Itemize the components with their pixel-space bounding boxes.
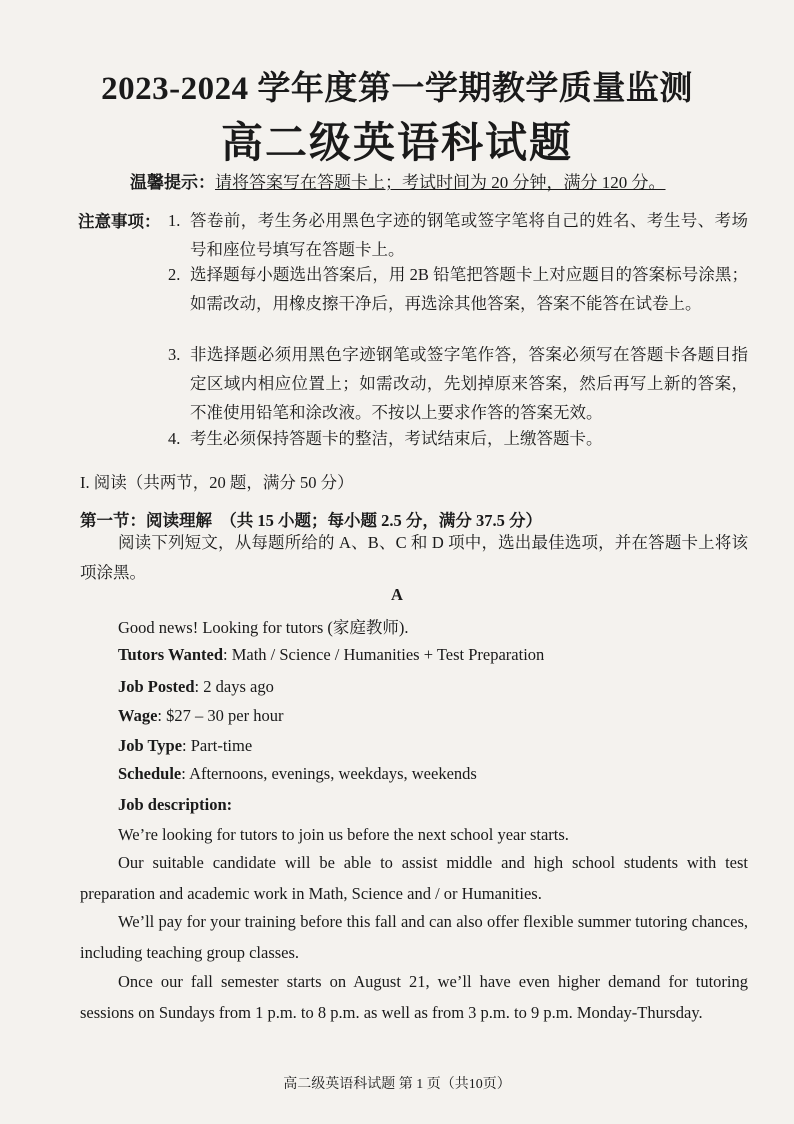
field-label: Job description <box>118 795 227 814</box>
note-number: 4. <box>168 429 181 448</box>
note-number: 3. <box>168 345 181 364</box>
job-paragraph-4: Once our fall semester starts on August 21, we’ll have even higher demand for tutoring sessions on Sundays from 1 p.m. to 8 p.m. as well as from 3 p.m. to 9 p.m. Monday-Thursday. <box>80 972 748 1022</box>
note-text: 答卷前，考生务必用黑色字迹的钢笔或签字笔将自己的姓名、考生号、考场号和座位号填写在答题卡上。 <box>190 211 748 259</box>
note-item-1 <box>168 206 748 264</box>
exam-title-year: 2023-2024 学年度第一学期教学质量监测 <box>101 71 693 107</box>
note-number: 1. <box>168 211 181 230</box>
note-item-2 <box>168 260 748 318</box>
exam-title-subject: 高二级英语科试题 <box>220 121 573 167</box>
section-instruction: 阅读下列短文，从每题所给的 A、B、C 和 D 项中，选出最佳选项，并在答题卡上将该项涂黑。 <box>80 533 748 582</box>
field-job-description <box>118 795 232 815</box>
field-value: : <box>226 795 233 814</box>
field-job-posted <box>118 677 274 697</box>
warm-tip <box>130 168 666 193</box>
note-item-3 <box>168 340 748 427</box>
warm-tip-text: 请将答案写在答题卡上；考试时间为 20 分钟，满分 120 分。 <box>215 173 666 192</box>
field-value: : $27 – 30 per hour <box>157 706 284 725</box>
field-value: : Math / Science / Humanities + Test Preparation <box>223 645 545 664</box>
note-item-4 <box>168 424 748 453</box>
page-footer: 高二级英语科试题 第 1 页（共10页） <box>283 1077 511 1092</box>
field-value: : Part-time <box>182 736 253 755</box>
passage-intro: Good news! Looking for tutors (家庭教师). <box>118 618 409 637</box>
note-text: 非选择题必须用黑色字迹钢笔或签字笔作答，答案必须写在答题卡各题目指定区域内相应位置上；如需改动，先划掉原来答案，然后再写上新的答案，不准使用铅笔和涂改液。不按以上要求作答的答案无效。 <box>190 345 748 422</box>
section-subtitle: 第一节：阅读理解 （共 15 小题；每小题 2.5 分，满分 37.5 分） <box>80 511 542 530</box>
job-paragraph-1: We’re looking for tutors to join us before the next school year starts. <box>118 825 569 844</box>
part-title: I. 阅读（共两节，20 题，满分 50 分） <box>80 473 354 492</box>
field-label: Tutors Wanted <box>118 645 223 664</box>
field-schedule <box>118 764 477 784</box>
job-paragraph-3: We’ll pay for your training before this fall and can also offer flexible summer tutoring chances, including teaching group classes. <box>80 912 748 962</box>
warm-tip-label: 温馨提示： <box>130 173 215 192</box>
passage-letter: A <box>391 585 403 604</box>
notes-label: 注意事项： <box>78 212 161 231</box>
field-value: : 2 days ago <box>194 677 274 696</box>
field-label: Job Type <box>118 736 183 755</box>
field-label: Job Posted <box>118 677 195 696</box>
field-value: : Afternoons, evenings, weekdays, weekends <box>181 764 477 783</box>
field-job-type <box>118 736 252 756</box>
field-tutors-wanted <box>118 645 544 665</box>
job-paragraph-2: Our suitable candidate will be able to assist middle and high school students with test preparation and academic work in Math, Science and / or Humanities. <box>80 853 748 903</box>
note-text: 考生必须保持答题卡的整洁，考试结束后，上缴答题卡。 <box>190 429 603 448</box>
note-number: 2. <box>168 265 181 284</box>
field-label: Wage <box>118 706 158 725</box>
field-wage <box>118 706 283 726</box>
note-text: 选择题每小题选出答案后，用 2B 铅笔把答题卡上对应题目的答案标号涂黑；如需改动，用橡皮擦干净后，再选涂其他答案，答案不能答在试卷上。 <box>190 265 748 313</box>
field-label: Schedule <box>118 764 182 783</box>
